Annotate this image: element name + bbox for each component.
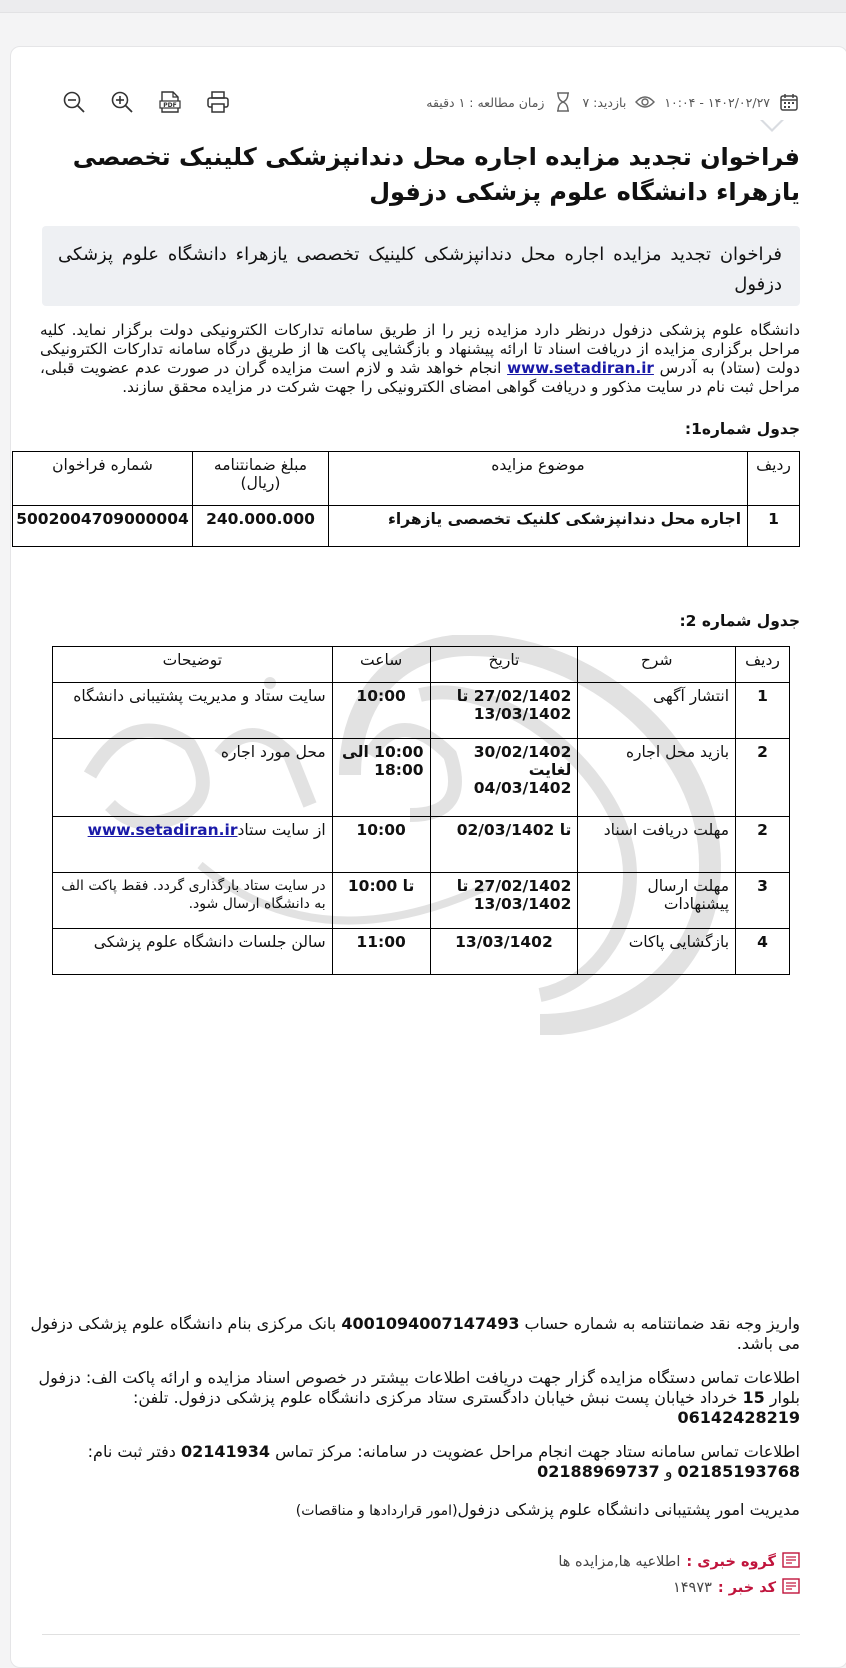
setad-call-center: 02141934 bbox=[180, 1442, 271, 1461]
table-row bbox=[13, 506, 800, 547]
view-count: بازدید: ۷ bbox=[582, 94, 627, 110]
news-code-line bbox=[673, 1578, 800, 1598]
table2-header-radif: ردیف bbox=[736, 647, 790, 683]
setad-contact-paragraph bbox=[30, 1442, 800, 1482]
schedule-date: 30/02/1402 لغایت 04/03/1402 bbox=[430, 739, 578, 817]
table2-header-date: تاریخ bbox=[430, 647, 578, 683]
schedule-note bbox=[53, 817, 333, 873]
table2-header-time: ساعت bbox=[332, 647, 430, 683]
table1-header-radif: ردیف bbox=[748, 452, 800, 506]
zoom-out-button[interactable] bbox=[58, 86, 90, 118]
page-title: فراخوان تجدید مزایده اجاره محل دندانپزشکی کلینیک تخصصی یازهراء دانشگاه علوم پزشکی دزفول bbox=[72, 143, 800, 206]
news-lead: فراخوان تجدید مزایده اجاره محل دندانپزشکی کلینیک تخصصی یازهراء دانشگاه علوم پزشکی دزفول bbox=[42, 226, 800, 306]
schedule-date: تا 02/03/1402 bbox=[430, 817, 578, 873]
table1-header-call-number: شماره فراخوان bbox=[13, 452, 193, 506]
schedule-note-prefix: از سایت ستاد bbox=[237, 821, 326, 839]
deposit-account-number: 4001094007147493 bbox=[341, 1314, 520, 1333]
schedule-desc: مهلت دریافت اسناد bbox=[578, 817, 736, 873]
table2-caption: جدول شماره 2: bbox=[679, 612, 800, 630]
contact-paragraph bbox=[30, 1368, 800, 1428]
table-row bbox=[53, 683, 790, 739]
news-code-label: کد خبر : bbox=[717, 1580, 776, 1596]
signature-line bbox=[30, 1500, 800, 1521]
schedule-note: محل مورد اجاره bbox=[53, 739, 333, 817]
schedule-time: 10:00 bbox=[332, 817, 430, 873]
table-row bbox=[53, 817, 790, 873]
contact-text-b: خرداد خیابان پست نبش خیابان دادگستری ستاد مرکزی دانشگاه علوم پزشکی دزفول. تلفن: bbox=[132, 1388, 743, 1407]
deposit-paragraph bbox=[30, 1314, 800, 1354]
news-code-value: ۱۴۹۷۳ bbox=[672, 1580, 712, 1596]
schedule-num: 4 bbox=[736, 929, 790, 975]
schedule-time: 10:00 الی 18:00 bbox=[332, 739, 430, 817]
setad-text-a: اطلاعات تماس سامانه ستاد جهت انجام مراحل عضویت در سامانه: مرکز تماس bbox=[270, 1442, 800, 1461]
intro-paragraph bbox=[40, 321, 800, 397]
intro-text-a: دانشگاه علوم پزشکی دزفول درنظر دارد مزایده زیر را از طریق سامانه تدارکات الکترونیکی دولت برگزار نماید. کلیه مراحل برگزاری مزایده از دریافت اسناد تا ارائه پیشنهاد و بازگشایی پاکت ها از طریق درگاه سامانه تدارکات الکترونیکی دولت (ستاد) به آدرس bbox=[40, 321, 800, 377]
article-toolbar bbox=[58, 86, 234, 118]
news-group-label: گروه خبری : bbox=[686, 1554, 776, 1570]
table2-header-row bbox=[53, 647, 790, 683]
schedule-date: 13/03/1402 bbox=[430, 929, 578, 975]
schedule-date: 27/02/1402 تا 13/03/1402 bbox=[430, 873, 578, 929]
schedule-time: تا 10:00 bbox=[332, 873, 430, 929]
signature-text: مدیریت امور پشتیبانی دانشگاه علوم پزشکی دزفول bbox=[457, 1500, 800, 1519]
schedule-desc: مهلت ارسال پیشنهادات bbox=[578, 873, 736, 929]
schedule-desc: بازید محل اجاره bbox=[578, 739, 736, 817]
print-button[interactable] bbox=[202, 86, 234, 118]
zoom-in-icon bbox=[110, 90, 134, 114]
news-code-icon bbox=[782, 1578, 800, 1598]
table-row bbox=[53, 873, 790, 929]
schedule-note: در سایت ستاد بارگذاری گردد. فقط پاکت الف به دانشگاه ارسال شود. bbox=[53, 873, 333, 929]
pdf-icon bbox=[158, 90, 182, 114]
schedule-time: 11:00 bbox=[332, 929, 430, 975]
table1-cell-subject: اجاره محل دندانپزشکی کلنیک تخصصی یازهراء bbox=[328, 506, 747, 547]
schedule-date: 27/02/1402 تا 13/03/1402 bbox=[430, 683, 578, 739]
print-icon bbox=[206, 90, 230, 114]
signature-department: (امور قراردادها و مناقصات) bbox=[295, 1503, 458, 1519]
schedule-desc: انتشار آگهی bbox=[578, 683, 736, 739]
read-time: زمان مطالعه : ۱ دقیقه bbox=[426, 94, 545, 110]
setad-and: و bbox=[659, 1462, 678, 1481]
contact-number-15: 15 bbox=[742, 1388, 765, 1407]
svg-text:PDF: PDF bbox=[163, 102, 177, 109]
schedule-table bbox=[52, 646, 790, 975]
table1-cell-radif: 1 bbox=[748, 506, 800, 547]
table1-caption: جدول شماره1: bbox=[684, 420, 800, 438]
publish-datetime: ۱۴۰۲/۰۲/۲۷ - ۱۰:۰۴ bbox=[664, 94, 770, 110]
zoom-out-icon bbox=[62, 90, 86, 114]
intro-text-b: انجام خواهد شد و لازم است مزایده گران در صورت عدم عضویت قبلی، مراحل ثبت نام در سایت مذکور و دریافت گواهی امضای الکترونیکی را جهت شرکت در مزایده محقق سازند. bbox=[40, 359, 800, 396]
table2-header-notes: توضیحات bbox=[53, 647, 333, 683]
news-group-icon bbox=[782, 1552, 800, 1572]
eye-icon bbox=[634, 91, 656, 113]
news-group-line bbox=[558, 1552, 800, 1572]
top-strip bbox=[0, 0, 846, 13]
table1-header-row bbox=[13, 452, 800, 506]
schedule-time: 10:00 bbox=[332, 683, 430, 739]
meta-divider-notch-inner bbox=[761, 118, 783, 129]
schedule-desc: بازگشایی پاکات bbox=[578, 929, 736, 975]
schedule-num: 2 bbox=[736, 817, 790, 873]
contact-text-a: اطلاعات تماس دستگاه مزایده گزار جهت دریافت اطلاعات بیشتر در خصوص اسناد مزایده و ارائه پاکت الف: دزفول بلوار bbox=[38, 1368, 800, 1407]
calendar-icon bbox=[778, 91, 800, 113]
table2-header-desc: شرح bbox=[578, 647, 736, 683]
setad-text-b: دفتر ثبت نام: bbox=[87, 1442, 181, 1461]
news-meta bbox=[426, 84, 800, 120]
schedule-note: سایت ستاد و مدیریت پشتیبانی دانشگاه bbox=[53, 683, 333, 739]
schedule-num: 3 bbox=[736, 873, 790, 929]
auction-table bbox=[12, 451, 800, 547]
setadiran-link[interactable]: www.setadiran.ir bbox=[507, 359, 654, 377]
schedule-num: 2 bbox=[736, 739, 790, 817]
table1-header-guarantee: مبلغ ضمانتنامه (ریال) bbox=[193, 452, 329, 506]
setad-phone-1: 02185193768 bbox=[677, 1462, 800, 1481]
deposit-text-a: واریز وجه نقد ضمانتنامه به شماره حساب bbox=[519, 1314, 800, 1333]
deposit-text-b: بانک مرکزی بنام دانشگاه علوم پزشکی دزفول می باشد. bbox=[30, 1314, 800, 1353]
table1-cell-call-number: 5002004709000004 bbox=[13, 506, 193, 547]
pdf-button[interactable] bbox=[154, 86, 186, 118]
hourglass-icon bbox=[552, 91, 574, 113]
schedule-num: 1 bbox=[736, 683, 790, 739]
table1-cell-guarantee: 240.000.000 bbox=[193, 506, 329, 547]
setad-phone-2: 02188969737 bbox=[537, 1462, 660, 1481]
schedule-note: سالن جلسات دانشگاه علوم پزشکی bbox=[53, 929, 333, 975]
table-row bbox=[53, 929, 790, 975]
setadiran-table-link[interactable]: www.setadiran.ir bbox=[87, 821, 238, 839]
table1-header-subject: موضوع مزایده bbox=[328, 452, 747, 506]
bottom-divider bbox=[42, 1634, 800, 1635]
news-group-value[interactable]: اطلاعیه ها,مزایده ها bbox=[558, 1554, 681, 1570]
contact-phone: 06142428219 bbox=[677, 1408, 800, 1427]
zoom-in-button[interactable] bbox=[106, 86, 138, 118]
table-row bbox=[53, 739, 790, 817]
